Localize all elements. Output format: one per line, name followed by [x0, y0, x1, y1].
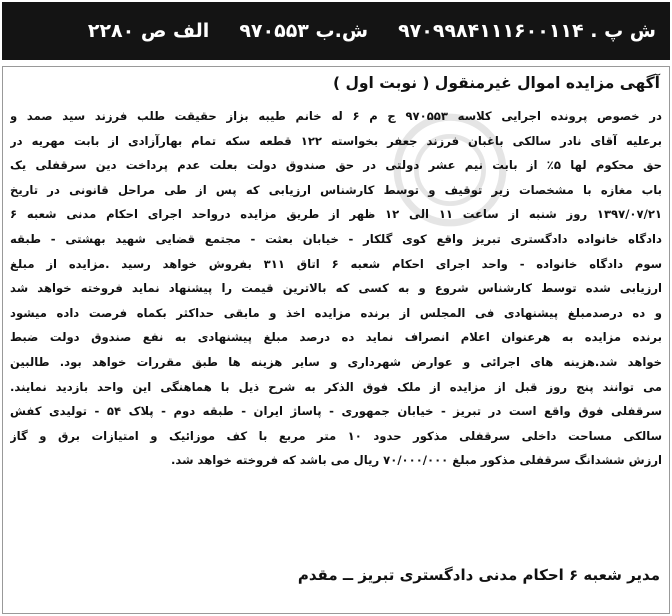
notice-header-bar [2, 2, 670, 60]
notice-line: خواهد شد.هزینه های اجرائی و عوارض شهرداری و سایر هزینه ها طبق مقررات خواهد بود. طالبین [10, 354, 662, 369]
notice-line: برنده مزایده به هرعنوان اعلام انصراف نماید ده درصد مبلغ پیشنهادی به نفع صندوق دولت ضبط [10, 330, 662, 345]
notice-line: سالکی مساحت داخلی سرقفلی مذکور حدود ۱۰ متر مربع با کف موزائیک و امتیازات برق و گاز [10, 428, 662, 443]
notice-title: آگهی مزایده اموال غیرمنقول ( نوبت اول ) [332, 74, 660, 92]
registration-number-sh-b: ش.ب ۹۷۰۵۵۳ [239, 20, 369, 42]
notice-line: در خصوص پرونده اجرایی کلاسه ۹۷۰۵۵۳ ج م ۶ له خانم طیبه بزاز حقیقت طلب فرزند سید صمد و [10, 109, 662, 123]
notice-line: و ده درصدمبلغ پیشنهادی فی المجلس از برنده مزایده اخذ و مابقی حداکثر بکماه فرصت داده میشود [10, 305, 662, 320]
notice-line: ارزیابی شده توسط کارشناس شروع و به کسی که بالاترین قیمت را پیشنهاد نماید فروخته خواهد شد [10, 281, 662, 296]
notice-line: می توانند پنج روز قبل از مزایده از ملک فوق الذکر به شرح ذیل با هماهنگی این واحد بازدید نمایند. [10, 379, 662, 394]
notice-line: برعلیه آقای نادر سالکی باغبان فرزند جعفر بخواسته ۱۲۲ قطعه سکه تمام بهارآزادی از بابت مهریه در [10, 133, 662, 148]
notice-line: سوم دادگاه خانواده - واحد اجرای احکام شعبه ۶ اتاق ۳۱۱ بفروش خواهد رسید .مزایده از مبلغ [10, 256, 662, 271]
notice-line: سرقفلی فوق واقع است در تبریز - خیابان جمهوری - پاساژ ایران - طبقه دوم - پلاک ۵۴ - تولیدی کفش [10, 404, 662, 419]
ad-code: الف ص ۲۲۸۰ [87, 20, 210, 42]
notice-line: ارزش ششدانگ سرقفلی مذکور مبلغ ۷۰/۰۰۰/۰۰۰ ریال می باشد که فروخته خواهد شد. [171, 453, 662, 468]
notice-line: حق محکوم لها ۵٪ از بابت نیم عشر دولتی در حق صندوق دولت بعلت عدم پرداخت دین سرقفلی یک [10, 158, 662, 173]
notice-line: باب مغازه با مشخصات زیر توقیف و توسط کارشناس ارزیابی که پس از طی مراحل قانونی در تاریخ [10, 182, 662, 197]
registration-number-sh-p: ش پ . ۹۷۰۹۹۸۴۱۱۱۶۰۰۱۱۴ [398, 20, 656, 42]
notice-body-text [10, 104, 662, 473]
notice-line: دادگاه خانواده دادگستری تبریز واقع کوی گلکار - خیابان بعثت - مجتمع قضایی شهید بهشتی - طبقه [10, 231, 662, 246]
notice-line: ۱۳۹۷/۰۷/۲۱ روز شنبه از ساعت ۱۱ الی ۱۲ ظهر از طریق مزایده درواحد اجرای احکام مدنی شعبه ۶ [10, 207, 662, 222]
notice-signature: مدیر شعبه ۶ احکام مدنی دادگستری تبریز ــ مقدم [297, 566, 660, 584]
